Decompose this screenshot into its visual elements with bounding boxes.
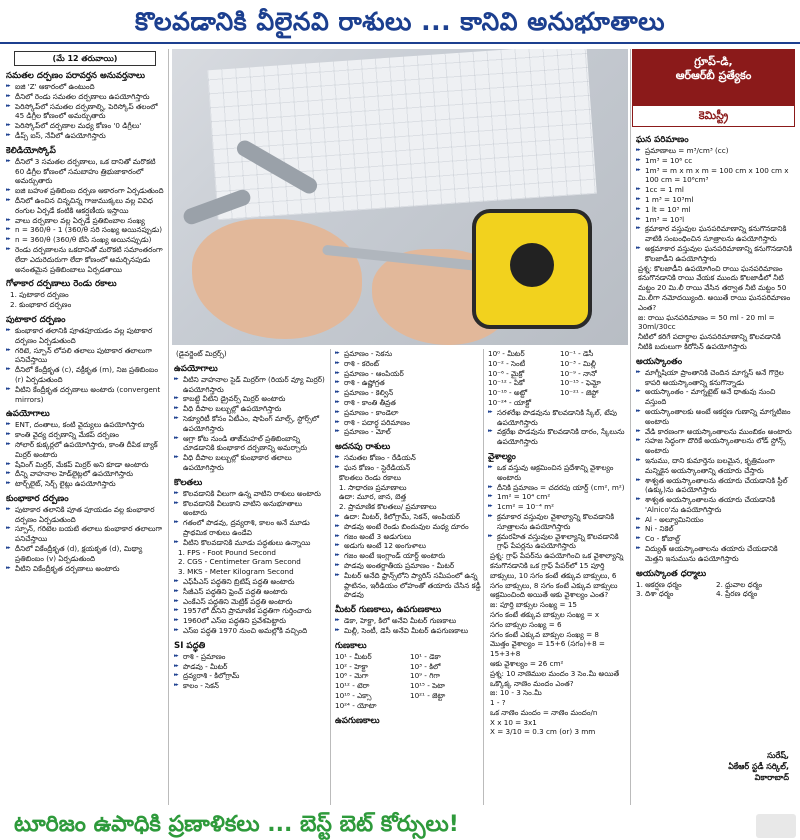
list-item: ▸▸ విద్యుత్‌ అయస్కాంతాలను తయారు చేయడానికి మెత్తని ఇనుమును ఉపయోగిస్తారు: [636, 544, 796, 564]
list-item: ▸▸ రాశి - కాంతి తీవ్రత: [335, 398, 481, 408]
list-item: ▸▸ ఇనుము, దాని కుమార్తెను బలమైన, కృత్రిమంగా మన్నికైన అయస్కాంతాన్ని తయారు చేస్తారు: [636, 456, 796, 476]
table-cell: 10⁻¹⁵ - ఫెమ్టో: [560, 378, 601, 388]
list-item: ▸▸ దీనిలో కేంద్రీకృత (c), వక్రీకృత (m), నిజ ప్రతిబింబం (r) ఏర్పడుతుంది: [6, 365, 164, 385]
list-item: ▸▸ ఉదా: మీటర్‌, కిలోగ్రామ్‌, సెకన్‌, ఆంపియర్‌: [335, 512, 481, 522]
list-item: ▸▸ Al - అల్యూమినియం: [636, 515, 796, 525]
table-cell: [560, 398, 628, 408]
subject-label: కెమిస్ట్రీ: [632, 105, 795, 127]
numbered-item: 1. FPS - Foot Pound Second: [178, 547, 276, 557]
list-item: ▸▸ పెరిస్కోప్‌లో సమతల దర్పణాల్ని, పెరిస్కోప్‌ తలంలో 45 డిగ్రీల కోణంలో అమర్చుతారు: [6, 102, 164, 122]
column-divider: [168, 49, 169, 805]
badge-line-1: గ్రూప్‌-డి,: [694, 55, 733, 68]
table-cell: 10² - హెక్టా: [335, 661, 368, 671]
list-item: ▸▸ క్రమాకార వస్తువుల ఘనపరిమాణాన్ని కనుగొనడానికి వాటికి సంబంధించిన సూత్రాలను ఉపయోగిస్తారు: [636, 224, 796, 244]
list-item: ▸▸ పొడవు అంటే రెండు బిందువుల మధ్య దూరం: [335, 522, 481, 532]
list-item: ▸▸ ఆగ్రా కోట నుండి తాజ్‌మహల్‌ ప్రతిబింబాన్ని చూడడానికి కుంభాకార దర్పణాన్ని అమర్చారు: [174, 434, 326, 454]
list-item: ▸▸ శాశ్వత అయస్కాంతాలను తయారు చేయడానికి స్టీల్‌ (ఉక్కు)ను ఉపయోగిస్తారు: [636, 476, 796, 496]
section-badge: [632, 49, 795, 105]
table-cell: 10⁻¹² - పికో: [488, 378, 525, 388]
list-item: ▸▸ మాగ్నీషియా ప్రాంతానికి చెందిన మాగ్నస్‌ అనే గొర్రెల కాపరి అయస్కాంతాన్ని కనుగొన్నాడు: [636, 368, 796, 388]
list-item: ▸▸ 1m² = 10⁴ cm²: [488, 492, 628, 502]
list-item: ▸▸ 1957లో దీనిని ప్రామాణిక పద్ధతిగా గుర్తించారు: [174, 606, 326, 616]
list-item: ▸▸ సహజ సిద్ధంగా దొరికే అయస్కాంతాలను లోడ్‌ స్టోన్స్‌ అంటారు: [636, 436, 796, 456]
text-line: 1 - ?: [490, 698, 506, 708]
section-heading: సమతల దర్పణం పరావర్తన అనువర్తనాలు: [6, 71, 146, 81]
blueprint-paper: [207, 49, 597, 220]
author-name: సురేష్‌,: [767, 751, 789, 760]
column-5: [636, 130, 796, 748]
section-heading: అదనపు రాశులు: [335, 442, 391, 453]
section-heading: కొలతలు: [174, 477, 203, 488]
list-item: ▸▸ 1960లో ఎస్‌ఐ పద్ధతిని ప్రవేశపెట్టారు: [174, 616, 326, 626]
text-line: ఆకు వైశాల్యం = 26 cm²: [490, 658, 564, 668]
text-line: సగం బాక్సుల సంఖ్య = 6: [490, 619, 562, 629]
prefix-table: [335, 652, 481, 711]
column-3: [335, 349, 481, 807]
text-line: ఒక నాణెం మందం = నాణెం మందం/n: [490, 707, 598, 717]
list-item: ▸▸ ఘన కోణం - స్టెరేడియన్‌: [335, 463, 481, 473]
section-heading: ఉపయోగాలు: [174, 363, 218, 374]
list-item: ▸▸ 1m³ = m x m x m = 100 cm x 100 cm x 100 cm = 10⁶cm³: [636, 166, 796, 186]
numbered-item: 2. CGS - Centimeter Gram Second: [178, 557, 301, 567]
list-item: ▸▸ Co - కోబాల్ట్‌: [636, 534, 796, 544]
list-item: ▸▸ ద్రవ్యరాశి - కిలోగ్రామ్‌: [174, 671, 326, 681]
section-heading: కెలిడియోస్కోప్: [6, 145, 56, 156]
section-heading: అయస్కాంత ధర్మాలు: [636, 568, 707, 579]
list-item: ▸▸ దీనిలో రెండు సమతల దర్పణాలు ఉపయోగిస్తారు: [6, 92, 164, 102]
section-heading: కుంభాకార దర్పణం: [6, 493, 69, 504]
list-item: ▸▸ n = 360/θ (360/θ బేసి సంఖ్య అయినప్పుడు): [6, 235, 164, 245]
table-cell: 10⁻⁶ - మైక్రో: [488, 368, 525, 378]
list-item: ▸▸ ప్రమాణం - కెల్విన్‌: [335, 388, 481, 398]
list-item: ▸▸ సమతల కోణం - రేడియన్‌: [335, 453, 481, 463]
section-heading: అయస్కాంతం: [636, 356, 683, 367]
section-heading: గోళాకార దర్పణాలు రెండు రకాలు: [6, 279, 117, 290]
list-item: ▸▸ ఎంకేఎస్‌ పద్ధతిని మెట్రిక్‌ పద్ధతి అంటారు: [174, 597, 326, 607]
text-line: ప్రశ్న: గ్రాఫ్‌ పేపర్‌ను ఉపయోగించి ఒక వైశాల్యాన్ని కనుగొనడానికి ఒక గ్రాఫ్‌ పేపర్‌లో 15 పూర్తి బాక్సులు, 10 సగం కంటే తక్కువ బాక్సులు, 6 సగం బాక్సులు, 8 సగం కంటే ఎక్కువ బాక్సులు ఆక్రమించింది అయితే ఆకు వైశాల్యం ఎంత?: [490, 551, 624, 600]
list-item: ▸▸ Ni - నికెల్‌: [636, 524, 796, 534]
section-heading: ఘన పరిమాణం: [636, 135, 689, 145]
table-cell: 10²¹ - జెట్టా: [410, 690, 446, 700]
bottom-banner-text: టూరిజం ఉపాధికి ప్రణాళికలు ... బెస్ట్‌ బెట్‌ కోర్సులు!: [14, 812, 459, 837]
list-item: ▸▸ 1cc = 1 ml: [636, 185, 796, 195]
list-item: ▸▸ గతంలో పొడవు, ద్రవ్యరాశి, కాలం అనే మూడు ప్రాథమిక రాశులు ఉండేవి: [174, 518, 326, 538]
column-2: [174, 349, 326, 807]
list-item: ▸▸ రెండు దర్పణాలను ఒకదానితో మరొకటి సమాంతరంగా లేదా ఎదురెదురుగా లేదా కోణంలో అమర్చినపుడు అనంతమైన ప్రతిబింబాలు ఏర్పడతాయి: [6, 245, 164, 274]
table-cell: 10³ - కిలో: [410, 661, 441, 671]
column-1: [6, 49, 164, 807]
section-heading: వైశాల్యం: [488, 451, 516, 462]
table-cell: 10¹⁵ - పెటా: [410, 681, 446, 691]
table-cell: 10⁰ - మీటర్‌: [488, 349, 525, 358]
list-item: ▸▸ ప్రమాణం - మోల్‌: [335, 427, 481, 437]
list-item: ▸▸ వీటిని వాహనాల సైడ్‌ మిర్రర్‌గా (రియర్‌ వ్యూ మిర్రర్‌) ఉపయోగిస్తారు: [174, 375, 326, 395]
text-line: జ: 10 - 3 సెం.మీ: [490, 688, 542, 698]
text-line: X = 3/10 = 0.3 cm (or) 3 mm: [490, 727, 596, 737]
list-item: ▸▸ రాశి - ప్రమాణం: [174, 652, 326, 662]
list-item: ▸▸ పొడవు అంతర్జాతీయ ప్రమాణం - మీటర్‌: [335, 561, 481, 571]
numbered-item: 2. కుంభాకార దర్పణం: [10, 300, 72, 310]
hand-left: [192, 219, 362, 339]
column-divider: [483, 349, 484, 805]
numbered-item: కొలతలు రెండు రకాలు: [339, 472, 401, 482]
section-heading: SI పద్ధతి: [174, 640, 206, 651]
list-item: ▸▸ ఎస్‌ఐ పద్ధతి 1970 నుంచి అమల్లోకి వచ్చింది: [174, 626, 326, 636]
table-cell: 10¹ - మీటర్‌: [335, 651, 372, 661]
badge-line-2: ఆర్‌ఆర్‌బీ ప్రత్యేకం: [675, 69, 752, 82]
bottom-banner[interactable]: [0, 810, 800, 840]
table-cell: 10⁻¹⁸ - అట్టో: [488, 388, 528, 398]
table-cell: 10¹ - డెకా: [410, 651, 441, 661]
list-item: ▸▸ డీప్స్‌ ఐస్‌, నేవీలో ఉపయోగిస్తారు: [6, 131, 164, 141]
list-item: ▸▸ మీటర్‌ అనేది ఫ్రాన్స్‌లోని ప్యారిస్‌ సమీపంలో ఉన్న ప్లాటినం, ఇరీడియం లోహంతో తయారు చేసిన కడ్డీ పొడవు: [335, 571, 481, 600]
list-item: ▸▸ ఐజి బహుళ ప్రతిబింబ దర్పణ ఆకారంగా ఏర్పడుతుంది: [6, 186, 164, 196]
list-item: ▸▸ 1m³ = 10³l: [636, 215, 796, 225]
text-line: సగం కంటే తక్కువ బాక్సుల సంఖ్య = x: [490, 609, 600, 619]
list-item: ▸▸ వీధి దీపాల బల్బుల్లో ఉపయోగిస్తారు: [174, 404, 326, 414]
list-item: ▸▸ దీనిలో వికేంద్రీకృత (d), క్షయకృత (d), మిథ్యా ప్రతిబింబం (v) ఏర్పడుతుంది: [6, 544, 164, 564]
text-line: నీటిలో కరిగే పదార్థాల ఘనపరిమాణాన్ని కొలవడానికి నీటికి బదులుగా కిరోసిన్‌ ఉపయోగిస్తారు: [638, 332, 781, 351]
list-item: ▸▸ వాలు దర్పణాల వల్ల ఏర్పడే ప్రతిబింబాల సంఖ్య: [6, 216, 164, 226]
text-line: X x 10 = 3x1: [490, 717, 537, 727]
list-item: ▸▸ వేడి కారణంగా అయస్కాంతాలను ముంబికం అంటారు: [636, 427, 796, 437]
list-item: ▸▸ గజం అంటే ఇంగ్లాండ్‌ యార్డ్‌ అంటారు: [335, 551, 481, 561]
section-heading: ఉపగుణకాలు: [335, 715, 380, 726]
list-item: ▸▸ దీనికి ప్రమాణం = చదరపు యార్డ్‌ (cm², m²): [488, 483, 628, 493]
grid-item: 1. ఆకర్షణ ధర్మం: [636, 579, 682, 589]
list-item: ▸▸ గరిటె, స్పూన్‌ లోపలి తలాలు పుటాకార తలాలుగా పనిచేస్తాయి: [6, 346, 164, 366]
list-item: ▸▸ రాశి - ఉష్ణోగ్రత: [335, 378, 481, 388]
list-item: ▸▸ పొడవు - మీటర్‌: [174, 662, 326, 672]
list-item: ▸▸ ప్రమాణం - కాండెలా: [335, 408, 481, 418]
list-item: ▸▸ కొలవడానికి వీలుగా ఉన్న వాటిని రాశులు అంటారు: [174, 489, 326, 499]
table-cell: 10⁻³ - మిల్లీ: [560, 358, 596, 368]
measuring-tape-icon: [472, 209, 592, 329]
author-place: వికారాబాద్‌: [754, 773, 789, 782]
table-cell: 10⁻² - సెంటీ: [488, 358, 526, 368]
list-item: ▸▸ దీనిలో 3 సమతల దర్పణాలు, ఒక దానితో మరొకటి 60 డిగ్రీల కోణంలో సమబాహు త్రిభుజాకారంలో అమర్చుతారు: [6, 157, 164, 186]
table-cell: 10¹² - టెరా: [335, 681, 370, 691]
list-item: ▸▸ సరళరేఖ పొడవును కొలవడానికి స్కేల్‌, టేపు ఉపయోగిస్తారు: [488, 408, 628, 428]
list-item: ▸▸ అడుగు అంటే 12 అంగుళాలు: [335, 541, 481, 551]
list-item: ▸▸ టార్చ్‌లైట్‌, సెర్చ్‌ లైట్లు ఉపయోగిస్తారు: [6, 479, 164, 489]
list-item: ▸▸ కాంతి వైద్య దర్పణాన్ని మేకప్‌ దర్పణం: [6, 430, 164, 440]
list-item: ▸▸ n = 360/θ - 1 (360/θ సరి సంఖ్య అయినప్పుడు): [6, 225, 164, 235]
table-cell: 10⁹ - గిగా: [410, 671, 441, 681]
text-line: సగం కంటే ఎక్కువ బాక్సుల సంఖ్య = 8: [490, 629, 599, 639]
headline: కొలవడానికి వీలైనవి రాశులు ... కానివి అనుభూతాలు: [0, 0, 800, 44]
list-item: ▸▸ వక్రరేఖ పొడవును కొలవడానికి దారం, స్కేలును ఉపయోగిస్తారు: [488, 427, 628, 447]
list-item: ▸▸ శాశ్వత అయస్కాంతాలను తయారు చేయడానికి 'Alnico'ను ఉపయోగిస్తారు: [636, 495, 796, 515]
section-heading: మీటర్‌ గుణకాలు, ఉపగుణకాలు: [335, 605, 442, 616]
grid-item: 2. ధ్రువాల ధర్మం: [716, 579, 763, 589]
list-item: ▸▸ రాశి - పదార్థ పరిమాణం: [335, 418, 481, 428]
table-cell: 10⁻⁹ - నానో: [560, 368, 597, 378]
grid-item: 4. ప్రేరణ ధర్మం: [716, 589, 758, 599]
list-item: ▸▸ 1cm² = 10⁻⁴ m²: [488, 502, 628, 512]
table-cell: [410, 701, 481, 711]
list-item: ▸▸ డెకా, హెక్టా, కిలో అనేవి మీటర్‌ గుణకాలు: [335, 616, 481, 626]
numbered-item: 1. పుటాకార దర్పణం: [10, 290, 69, 300]
list-item: ▸▸ క్రమాకార వస్తువుల వైశాల్యాన్ని కొలవడానికి సూత్రాలను ఉపయోగిస్తారు: [488, 512, 628, 532]
list-item: ▸▸ కొలవడానికి వీలుకాని వాటిని అనుభూతాలు అంటారు: [174, 499, 326, 519]
list-item: ▸▸ ఒక వస్తువు ఆక్రమించిన ప్రదేశాన్ని వైశాల్యం అంటారు: [488, 463, 628, 483]
author-credit: [632, 750, 795, 783]
list-item: ▸▸ వీటిని కేంద్రీకృత దర్పణాలు అంటారు (convergent mirrors): [6, 385, 164, 405]
list-item: ▸▸ సెక్యూరిటీ కోసం ఏటీఎం, షాపింగ్‌ మాల్స్‌, స్టోర్స్‌లో ఉపయోగిస్తారు: [174, 414, 326, 434]
table-cell: 10¹⁸ - ఎక్సా: [335, 690, 372, 700]
prefix-table: [488, 349, 628, 408]
list-item: ▸▸ మిల్లీ, సెంటీ, డెసీ అనేవి మీటర్‌ ఉపగుణకాలు: [335, 626, 481, 636]
list-item: ▸▸ ప్రమాణం - సెకను: [335, 349, 481, 359]
list-item: ▸▸ ఎఫ్‌పీఎస్‌ పద్ధతిని బ్రిటిష్‌ పద్ధతి అంటారు: [174, 577, 326, 587]
column-4: [488, 349, 628, 807]
list-item: ▸▸ 1 m³ = 10³ml: [636, 195, 796, 205]
text-line: జ: పూర్తి బాక్సుల సంఖ్య = 15: [490, 600, 577, 610]
numbered-item: 3. MKS - Meter Kilogram Second: [178, 567, 294, 577]
text-line: ప్రశ్న: కొలజాడీని ఉపయోగించి రాయి ఘనపరిమాణం కనుగొనడానికి రాయి వేయక ముందు కొలజాడీలో నీటి మట్టం 20 మి.లీ రాయి వేసిన తర్వాత నీటి మట్టం 50 మి.లీగా నమోదయ్యింది. అయితే రాయి ఘనపరిమాణం ఎంత?: [638, 263, 791, 312]
list-item: ▸▸ స్పూన్‌, గరిటెల బయటి తలాలు కుంభాకార తలాలుగా పనిచేస్తాయి: [6, 524, 164, 544]
table-cell: 10⁻¹ - డెసీ: [560, 349, 594, 358]
numbered-item: 2. ప్రామాణిక కొలతలు/ ప్రమాణాలు: [339, 502, 437, 512]
list-item: ▸▸ దీన్ని వాహనాల హెడ్‌లైట్లలో ఉపయోగిస్తారు: [6, 469, 164, 479]
list-item: ▸▸ అయస్కాంతాలకు అంటే ఆకర్షణ గుణాన్ని మాగ్నటిజం అంటారు: [636, 407, 796, 427]
table-cell: 10⁻²⁴ - యాక్టో: [488, 397, 532, 407]
list-item: ▸▸ పెరిస్కోప్‌లో దర్పణాల మధ్య కోణం '0 డిగ్రీలు': [6, 121, 164, 131]
list-item: ▸▸ రాశి - కరెంట్‌: [335, 359, 481, 369]
column-divider: [630, 49, 631, 805]
table-cell: 10²⁴ - యోటా: [335, 700, 377, 710]
property-grid: [636, 580, 796, 600]
list-item: ▸▸ 1m³ = 10⁶ cc: [636, 156, 796, 166]
list-item: ▸▸ ENT, దంతాలు, కంటి వైద్యులు ఉపయోగిస్తారు: [6, 420, 164, 430]
numbered-item: ఉదా: మూర, జాన, బెత్త: [339, 492, 407, 502]
column-divider: [330, 349, 331, 805]
list-item: ▸▸ ప్రమాణాలు = m³/cm³ (cc): [636, 146, 796, 156]
list-item: ▸▸ దీనిలో ఉంచిన చిన్నచిన్న గాజుముక్కలు వల్ల వివిధ రంగుల ఏర్పడే కంటికి ఆకర్షణీయ ఇస్తాయి: [6, 196, 164, 216]
banner-thumbnail: [756, 814, 796, 838]
grid-item: 3. దిశా ధర్మం: [636, 589, 674, 599]
list-item: ▸▸ గజం అంటే 3 అడుగులు: [335, 532, 481, 542]
text-line: జ: రాయి ఘనపరిమాణం = 50 ml - 20 ml = 30ml/30cc: [638, 312, 775, 332]
section-heading: పుటాకార దర్పణం: [6, 314, 66, 325]
intro-text: (డైవర్జెంట్‌ మిర్రర్స్‌): [176, 349, 227, 358]
list-item: ▸▸ ఐజి 'Z' ఆకారంలో ఉంటుంది: [6, 82, 164, 92]
continuation-note: (మే 12 తరువాయి): [14, 51, 156, 66]
list-item: ▸▸ 1 lt = 10³ ml: [636, 205, 796, 215]
list-item: ▸▸ ప్రమాణం - ఆంపియర్‌: [335, 369, 481, 379]
text-line: మొత్తం వైశాల్యం = 15+6 (సగం)+8 = 15+3+8: [490, 639, 605, 659]
text-line: ప్రశ్న: 10 నాణెముల మందం 3 సెం.మీ అయితే ఒక్కొక్క నాణెం మందం ఎంత?: [490, 668, 620, 688]
section-heading: ఉపయోగాలు: [6, 409, 50, 420]
section-heading: గుణకాలు: [335, 640, 367, 651]
table-cell: 10⁻²¹ - జెప్టో: [560, 388, 599, 398]
list-item: ▸▸ కుంభాకార తలానికి పూతపూయడం వల్ల పుటాకార దర్పణం ఏర్పడుతుంది: [6, 326, 164, 346]
list-item: ▸▸ అయస్కాంతం - మాగ్నటైట్‌ అనే ధాతువు నుంచి వస్తుంది: [636, 387, 796, 407]
list-item: ▸▸ క్రమరహిత వస్తువుల వైశాల్యాన్ని కొలవడానికి గ్రాఫ్‌ పేపర్లను ఉపయోగిస్తారు: [488, 532, 628, 552]
list-item: ▸▸ సోలార్‌ కుక్కర్లలో ఉపయోగిస్తారు, కాంతి దీపిక బ్యాక్‌ మిర్రర్‌ అంటారు: [6, 440, 164, 460]
list-item: ▸▸ కాలం - సెకన్‌: [174, 681, 326, 691]
list-item: ▸▸ వీటిని కొలవడానికి మూడు పద్ధతులు ఉన్నాయి: [174, 538, 326, 548]
list-item: ▸▸ కాబట్టి వీటిని డ్రైవర్స్‌ మిర్రర్‌ అంటారు: [174, 394, 326, 404]
list-item: ▸▸ వీటిని వికేంద్రీకృత దర్పణాలు అంటారు: [6, 564, 164, 574]
list-item: ▸▸ వీధి దీపాల బల్బుల్లో కుంభాకార తలాలు ఉపయోగిస్తారు: [174, 453, 326, 473]
author-org: ఏకేఆర్‌ స్టడీ సర్కిల్‌,: [728, 762, 789, 771]
list-item: ▸▸ పుటాకార తలానికి పూత పూయడం వల్ల కుంభాకార దర్పణం ఏర్పడుతుంది: [6, 505, 164, 525]
list-item: ▸▸ అక్రమాకార వస్తువుల ఘనపరిమాణాన్ని కనుగొనడానికి కొలజాడీని ఉపయోగిస్తారు: [636, 244, 796, 264]
numbered-item: 1. సాధారణ ప్రమాణాలు: [339, 482, 407, 492]
list-item: ▸▸ షేవింగ్‌ మిర్రర్‌, మేకప్‌ మిర్రర్‌ అని కూడా అంటారు: [6, 460, 164, 470]
table-cell: 10⁶ - మెగా: [335, 671, 369, 681]
article-photo: [172, 49, 628, 345]
list-item: ▸▸ సీజీఎస్‌ పద్ధతిని ఫ్రెంచ్‌ పద్ధతి అంటారు: [174, 587, 326, 597]
